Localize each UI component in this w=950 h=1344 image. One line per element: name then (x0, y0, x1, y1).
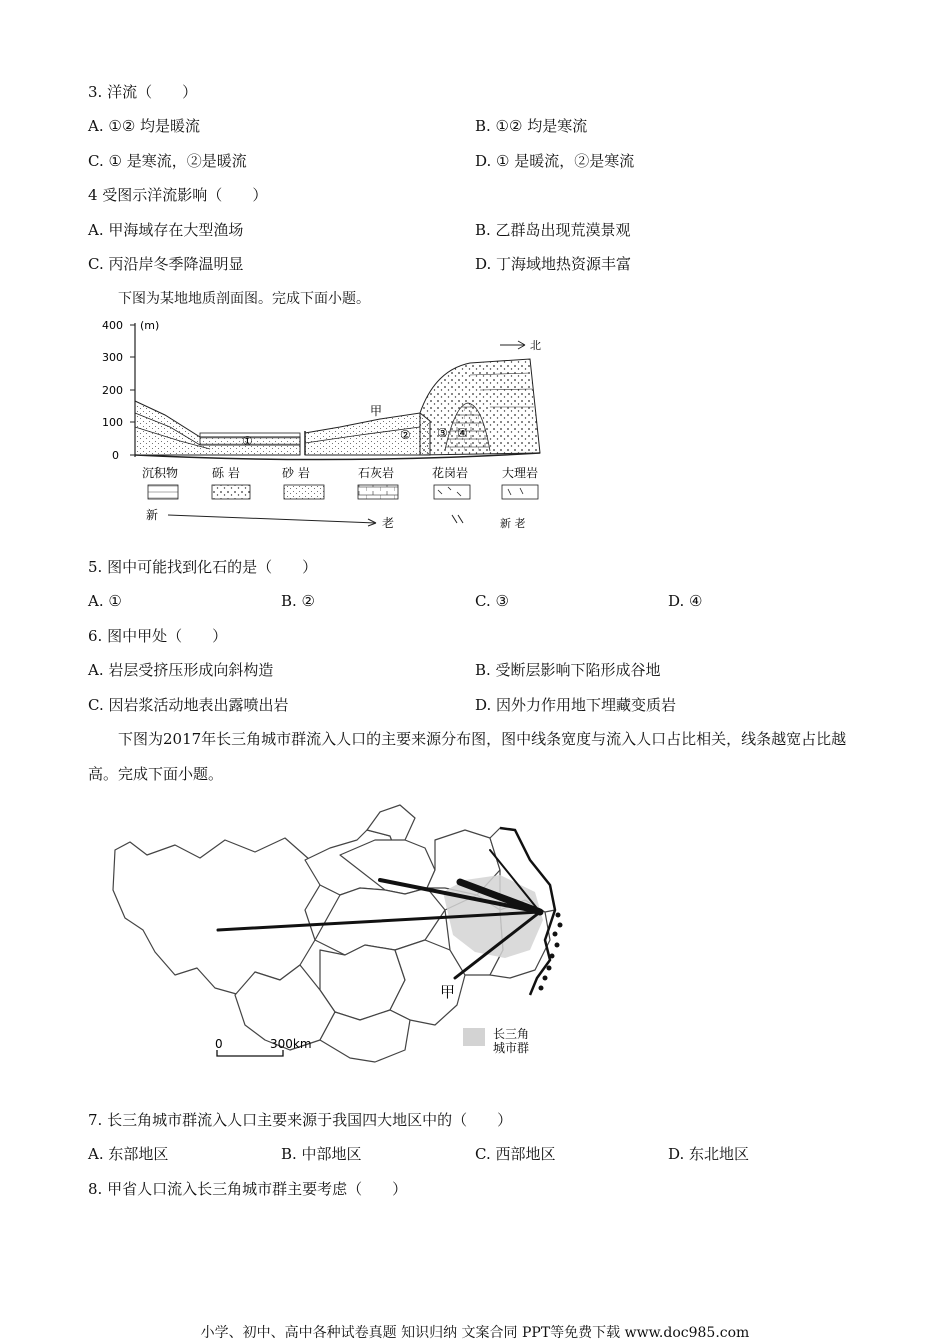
geologic-section-figure (100, 315, 550, 530)
question-3-option-c: C. ① 是寒流，②是暖流 (88, 152, 247, 170)
y-tick-300: 300 (102, 351, 123, 364)
legend-delta-swatch (463, 1028, 485, 1046)
new-old-tail-label: 新 老 (500, 517, 526, 530)
legend-sandstone-swatch (284, 485, 324, 499)
y-tick-200: 200 (102, 384, 123, 397)
region-sichuan (113, 838, 320, 995)
question-5-stem: 5. 图中可能找到化石的是（ ） (88, 558, 318, 576)
region-guangxi (320, 1010, 410, 1062)
question-4-option-a: A. 甲海域存在大型渔场 (88, 221, 244, 239)
question-5-option-b: B. ② (281, 592, 316, 610)
question-5-option-a: A. ① (88, 592, 122, 610)
legend-marble-swatch (502, 485, 538, 499)
question-3-option-d: D. ① 是暖流，②是寒流 (475, 152, 635, 170)
legend-conglomerate-label: 砾 岩 (212, 466, 240, 480)
question-5-option-d: D. ④ (668, 592, 703, 610)
legend-conglomerate-swatch (212, 485, 250, 499)
question-6-option-b: B. 受断层影响下陷形成谷地 (475, 661, 661, 679)
legend-granite-swatch (434, 485, 470, 499)
legend-sediment-swatch (148, 485, 178, 499)
stratum-1-label: ① (242, 434, 253, 448)
y-tick-100: 100 (102, 416, 123, 429)
legend-limestone-label: 石灰岩 (358, 466, 395, 480)
y-tick-400: 400 (102, 319, 123, 332)
question-6-stem: 6. 图中甲处（ ） (88, 627, 228, 645)
question-4-option-d: D. 丁海域地热资源丰富 (475, 255, 632, 273)
question-5-option-c: C. ③ (475, 592, 509, 610)
y-unit-label: (m) (140, 319, 160, 332)
question-4-option-c: C. 丙沿岸冬季降温明显 (88, 255, 244, 273)
scale-zero-label: 0 (215, 1037, 223, 1051)
question-3-option-a: A. ①② 均是暖流 (88, 117, 201, 135)
legend-sandstone-label: 砂 岩 (282, 466, 310, 480)
question-8-stem: 8. 甲省人口流入长三角城市群主要考虑（ ） (88, 1180, 408, 1198)
y-tick-0: 0 (112, 449, 119, 462)
old-label: 老 (382, 516, 395, 530)
question-7-option-a: A. 东部地区 (88, 1145, 169, 1163)
question-4-option-b: B. 乙群岛出现荒漠景观 (475, 221, 631, 239)
stratum-3-label: ③ (437, 426, 448, 440)
question-6-option-d: D. 因外力作用地下埋藏变质岩 (475, 696, 677, 714)
north-label: 北 (530, 339, 541, 352)
legend-delta-line2: 城市群 (493, 1041, 530, 1055)
map-point-jia-label: 甲 (440, 983, 456, 1001)
intro-geologic-section: 下图为某地地质剖面图。完成下面小题。 (118, 291, 370, 307)
question-7-option-c: C. 西部地区 (475, 1145, 556, 1163)
question-3-option-b: B. ①② 均是寒流 (475, 117, 588, 135)
stratum-2-label: ② (400, 428, 411, 442)
legend-marble-label: 大理岩 (502, 466, 539, 480)
scale-distance-label: 300km (270, 1037, 312, 1051)
question-7-option-b: B. 中部地区 (281, 1145, 362, 1163)
stratum-4-label: ④ (457, 426, 468, 440)
intro-population-map: 下图为2017年长三角城市群流入人口的主要来源分布图，图中线条宽度与流入人口占比相关，线条越宽占比越高。完成下面小题。 (88, 730, 847, 783)
page-footer: 小学、初中、高中各种试卷真题 知识归纳 文案合同 PPT等免费下载 www.doc985.com (200, 1325, 750, 1341)
question-7-stem: 7. 长三角城市群流入人口主要来源于我国四大地区中的（ ） (88, 1111, 513, 1129)
population-flow-map (105, 800, 575, 1070)
legend-limestone-swatch (358, 485, 398, 499)
new-label: 新 (146, 508, 159, 522)
legend-sediment-label: 沉积物 (142, 466, 179, 480)
question-3-stem: 3. 洋流（ ） (88, 83, 198, 101)
point-jia-label: 甲 (370, 404, 383, 418)
legend-granite-label: 花岗岩 (432, 466, 469, 480)
legend-delta-line1: 长三角 (493, 1027, 530, 1041)
question-7-option-d: D. 东北地区 (668, 1145, 750, 1163)
question-6-option-c: C. 因岩浆活动地表出露喷出岩 (88, 696, 289, 714)
question-6-option-a: A. 岩层受挤压形成向斜构造 (88, 661, 274, 679)
question-4-stem: 4 受图示洋流影响（ ） (88, 186, 268, 204)
